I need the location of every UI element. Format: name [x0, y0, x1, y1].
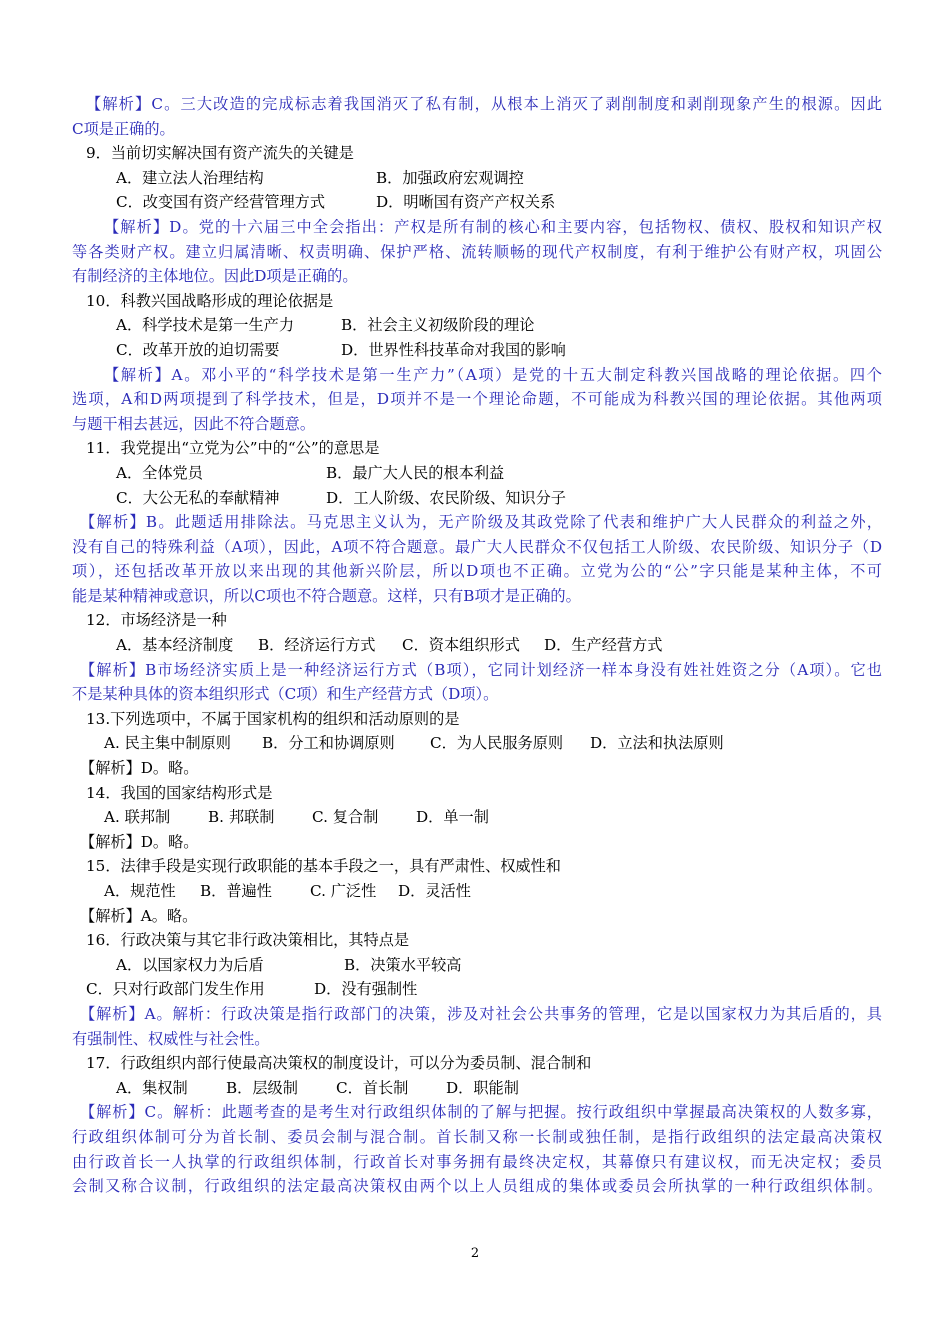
question-text: 15．法律手段是实现行政职能的基本手段之一，具有严肃性、权威性和	[86, 857, 561, 876]
answer-option: B．普遍性	[200, 882, 272, 900]
question-text: 17．行政组织内部行使最高决策权的制度设计，可以分为委员制、混合制和	[86, 1054, 592, 1073]
page-number: 2	[470, 1246, 480, 1261]
analysis-text: C项是正确的。	[72, 119, 175, 138]
question-text: 11．我党提出“立党为公”中的“公”的意思是	[86, 439, 380, 458]
option-row	[72, 190, 882, 215]
option-row	[72, 977, 882, 1002]
answer-option: C．改革开放的迫切需要	[116, 340, 280, 359]
answer-option: A．规范性	[104, 882, 176, 900]
answer-option: A. 民主集中制原则	[104, 734, 231, 753]
answer-option: C．首长制	[336, 1078, 409, 1097]
question-text: 13.下列选项中，不属于国家机构的组织和活动原则的是	[86, 709, 460, 728]
question-text: 16．行政决策与其它非行政决策相比，其特点是	[86, 931, 410, 950]
question-text: 【解析】A。略。	[80, 906, 198, 925]
answer-option: C．为人民服务原则	[430, 734, 564, 753]
option-row	[72, 486, 882, 511]
analysis-text: 【解析】B。此题适用排除法。马克思主义认为，无产阶级及其政党除了代表和维护广大人民群众的利益之外，	[80, 513, 882, 532]
answer-option: A．以国家权力为后盾	[116, 955, 264, 974]
answer-option: D．立法和执法原则	[590, 734, 724, 753]
answer-option: B．经济运行方式	[258, 636, 376, 655]
answer-option: B．最广大人民的根本利益	[326, 463, 505, 482]
analysis-text: 等各类财产权。建立归属清晰、权责明确、保护严格、流转顺畅的现代产权制度，有利于维护公有财产权，巩固公	[72, 242, 882, 261]
answer-option: C. 复合制	[312, 808, 379, 827]
document-body	[72, 92, 882, 1199]
question-text: 9．当前切实解决国有资产流失的关键是	[86, 144, 354, 163]
answer-option: A．全体党员	[116, 463, 203, 482]
analysis-text: 能是某种精神或意识，所以C项也不符合题意。这样，只有B项才是正确的。	[72, 586, 581, 605]
answer-option: C．资本组织形式	[402, 636, 520, 655]
analysis-text: 【解析】C。三大改造的完成标志着我国消灭了私有制，从根本上消灭了剥削制度和剥削现象产生的根源。因此	[86, 95, 882, 113]
question-text: 【解析】D。略。	[80, 759, 199, 778]
analysis-text: 有制经济的主体地位。因此D项是正确的。	[72, 267, 358, 286]
answer-option: D．没有强制性	[314, 980, 418, 999]
answer-option: B．层级制	[226, 1078, 298, 1097]
analysis-text: 行政组织体制可分为首长制、委员会制与混合制。首长制又称一长制或独任制，是指行政组织的法定最高决策权	[72, 1127, 882, 1146]
option-row	[72, 879, 882, 904]
analysis-text: 不是某种具体的资本组织形式（C项）和生产经营方式（D项）。	[72, 685, 499, 704]
answer-option: A．集权制	[116, 1078, 188, 1097]
option-row	[72, 313, 882, 338]
answer-option: D．明晰国有资产产权关系	[376, 193, 556, 212]
option-row	[72, 1076, 882, 1101]
analysis-text: 有强制性、权威性与社会性。	[72, 1029, 270, 1048]
answer-option: D．生产经营方式	[544, 636, 663, 655]
answer-option: B. 邦联制	[208, 808, 275, 827]
answer-option: A．建立法人治理结构	[116, 168, 264, 187]
analysis-text: 【解析】A。邓小平的“科学技术是第一生产力”（A项）是党的十五大制定科教兴国战略的理论依据。四个	[104, 365, 882, 384]
analysis-text: 会制又称合议制，行政组织的法定最高决策权由两个以上人员组成的集体或委员会所执掌的一种行政组织体制。	[72, 1177, 882, 1196]
option-row	[72, 731, 882, 756]
answer-option: A. 联邦制	[104, 808, 171, 827]
option-row	[72, 461, 882, 486]
analysis-text: 没有自己的特殊利益（A项），因此，A项不符合题意。最广大人民群众不仅包括工人阶级、农民阶级、知识分子（D	[72, 537, 882, 556]
answer-option: C．只对行政部门发生作用	[86, 980, 265, 999]
answer-option: C. 广泛性	[310, 882, 377, 900]
analysis-text: 【解析】D。党的十六届三中全会指出：产权是所有制的核心和主要内容，包括物权、债权、股权和知识产权	[104, 217, 882, 236]
analysis-text: 选项，A和D两项提到了科学技术，但是，D项并不是一个理论命题，不可能成为科教兴国的理论依据。其他两项	[72, 390, 882, 409]
analysis-text: 【解析】C。解析：此题考查的是考生对行政组织体制的了解与把握。按行政组织中掌握最高决策权的人数多寡，	[80, 1103, 882, 1122]
option-row	[72, 805, 882, 830]
answer-option: C．改变国有资产经营管理方式	[116, 193, 326, 212]
answer-option: D．工人阶级、农民阶级、知识分子	[326, 488, 566, 507]
answer-option: D．单一制	[416, 808, 489, 827]
option-row	[72, 953, 882, 978]
analysis-text: 【解析】A。解析：行政决策是指行政部门的决策，涉及对社会公共事务的管理，它是以国家权力为其后盾的，具	[80, 1004, 882, 1023]
answer-option: D．职能制	[446, 1078, 519, 1097]
answer-option: A．基本经济制度	[116, 636, 234, 655]
analysis-text: 与题干相去甚远，因此不符合题意。	[72, 414, 315, 433]
answer-option: B．分工和协调原则	[262, 734, 395, 753]
option-row	[72, 338, 882, 363]
answer-option: A．科学技术是第一生产力	[116, 316, 295, 335]
answer-option: B．加强政府宏观调控	[376, 168, 524, 187]
answer-option: C．大公无私的奉献精神	[116, 488, 280, 507]
answer-option: D．灵活性	[398, 882, 471, 900]
answer-option: B．社会主义初级阶段的理论	[341, 316, 535, 335]
question-text: 14．我国的国家结构形式是	[86, 783, 273, 802]
analysis-text: 由行政首长一人执掌的行政组织体制，行政首长对事务拥有最终决定权，其幕僚只有建议权，而无决定权；委员	[72, 1152, 882, 1171]
option-row	[72, 166, 882, 191]
analysis-text: 【解析】B市场经济实质上是一种经济运行方式（B项），它同计划经济一样本身没有姓社姓资之分（A项）。它也	[80, 660, 882, 679]
analysis-text: 项），还包括改革开放以来出现的其他新兴阶层，所以D项也不正确。立党为公的“公”字只能是某种主体，不可	[72, 562, 882, 581]
question-text: 【解析】D。略。	[80, 832, 199, 851]
answer-option: D．世界性科技革命对我国的影响	[341, 340, 566, 359]
answer-option: B．决策水平较高	[344, 955, 462, 974]
option-row	[72, 633, 882, 658]
question-text: 10．科教兴国战略形成的理论依据是	[86, 291, 334, 310]
question-text: 12．市场经济是一种	[86, 611, 227, 630]
